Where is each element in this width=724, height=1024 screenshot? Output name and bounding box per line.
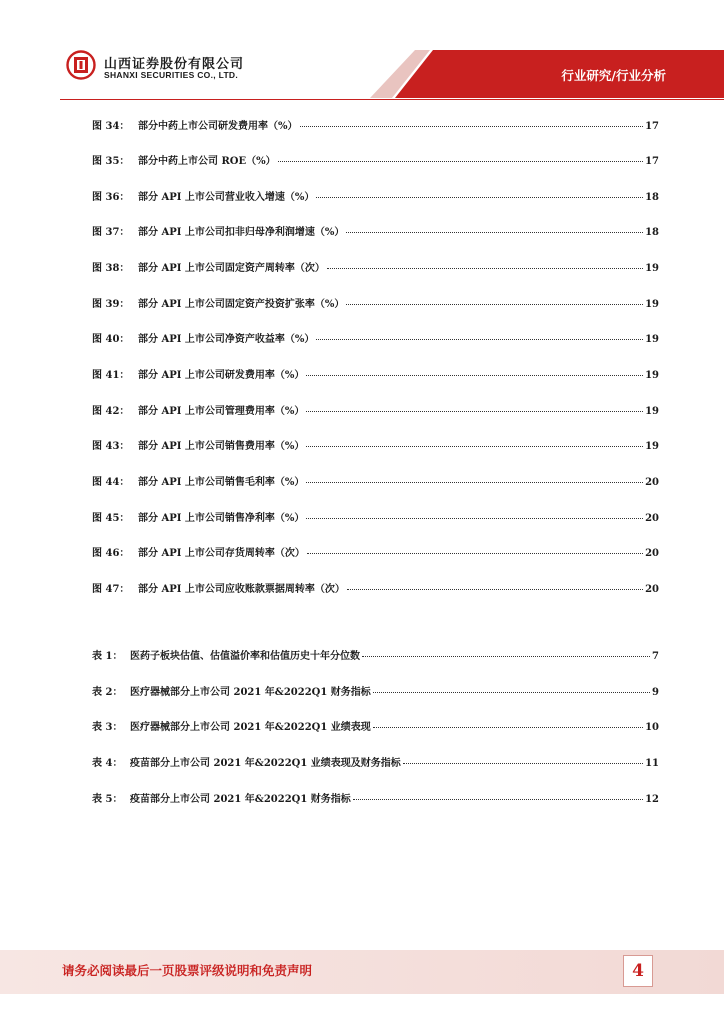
dot-leader [362,656,650,657]
entry-page: 18 [645,192,659,203]
entry-title: 部分 API 上市公司扣非归母净利润增速（%） [138,227,345,238]
entry-label: 图 36： [92,192,130,203]
entry-page: 20 [645,584,659,595]
dot-leader [306,446,643,447]
entry-label: 图 39： [92,299,130,310]
entry-page: 20 [645,513,659,524]
entry-page: 12 [645,794,659,805]
entry-page: 7 [652,651,659,662]
toc-table-entry[interactable] [92,683,659,701]
entry-page: 10 [645,722,659,733]
entry-title: 医疗器械部分上市公司 2021 年&2022Q1 业绩表现 [130,722,371,733]
entry-title: 部分中药上市公司研发费用率（%） [138,121,298,132]
toc-figure-entry[interactable] [92,473,659,491]
entry-title: 部分 API 上市公司固定资产周转率（次） [138,263,325,274]
company-name-en: SHANXI SECURITIES CO., LTD. [104,70,239,80]
entry-page: 19 [645,370,659,381]
entry-title: 疫苗部分上市公司 2021 年&2022Q1 财务指标 [130,794,351,805]
entry-label: 图 38： [92,263,130,274]
toc-figure-entry[interactable] [92,366,659,384]
dot-leader [316,197,643,198]
dot-leader [306,411,643,412]
entry-label: 表 3： [92,722,123,733]
entry-label: 图 35： [92,156,130,167]
dot-leader [307,553,643,554]
entry-label: 图 41： [92,370,130,381]
entry-label: 图 40： [92,334,130,345]
toc-figure-entry[interactable] [92,544,659,562]
entry-label: 表 5： [92,794,123,805]
toc-figure-entry[interactable] [92,117,659,135]
entry-title: 医疗器械部分上市公司 2021 年&2022Q1 财务指标 [130,687,371,698]
dot-leader [278,161,643,162]
dot-leader [346,232,643,233]
entry-title: 部分中药上市公司 ROE（%） [138,156,276,167]
page-number: 4 [623,955,653,987]
toc-figure-entry[interactable] [92,580,659,598]
dot-leader [346,304,643,305]
entry-page: 19 [645,263,659,274]
entry-title: 疫苗部分上市公司 2021 年&2022Q1 业绩表现及财务指标 [130,758,401,769]
dot-leader [306,518,643,519]
toc-table-entry[interactable] [92,790,659,808]
section-label: 行业研究/行业分析 [561,68,666,83]
entry-label: 图 44： [92,477,130,488]
entry-label: 图 47： [92,584,130,595]
entry-page: 19 [645,299,659,310]
entry-page: 17 [645,121,659,132]
toc-figure-entry[interactable] [92,509,659,527]
header-band [395,50,724,98]
dot-leader [347,589,643,590]
entry-label: 图 45： [92,513,130,524]
toc-figure-entry[interactable] [92,259,659,277]
entry-label: 图 42： [92,406,130,417]
company-name-cn: 山西证券股份有限公司 [104,57,245,72]
entry-label: 图 37： [92,227,130,238]
toc-figure-entry[interactable] [92,223,659,241]
entry-title: 部分 API 上市公司销售毛利率（%） [138,477,305,488]
page-header [0,0,724,100]
dot-leader [327,268,643,269]
entry-title: 医药子板块估值、估值溢价率和估值历史十年分位数 [130,651,360,662]
entry-title: 部分 API 上市公司销售净利率（%） [138,513,305,524]
entry-title: 部分 API 上市公司净资产收益率（%） [138,334,315,345]
entry-page: 11 [645,758,659,769]
entry-label: 图 34： [92,121,130,132]
toc-figure-entry[interactable] [92,295,659,313]
entry-title: 部分 API 上市公司固定资产投资扩张率（%） [138,299,345,310]
entry-label: 表 4： [92,758,123,769]
entry-page: 19 [645,441,659,452]
entry-page: 9 [652,687,659,698]
toc-figure-entry[interactable] [92,152,659,170]
entry-title: 部分 API 上市公司管理费用率（%） [138,406,305,417]
toc-table-entry[interactable] [92,754,659,772]
entry-page: 20 [645,477,659,488]
dot-leader [403,763,643,764]
entry-page: 19 [645,406,659,417]
dot-leader [306,482,643,483]
toc-table-entry[interactable] [92,647,659,665]
company-logo-icon [66,50,96,80]
entry-label: 表 1： [92,651,123,662]
entry-title: 部分 API 上市公司研发费用率（%） [138,370,305,381]
toc-figure-entry[interactable] [92,437,659,455]
header-divider [60,99,724,100]
entry-title: 部分 API 上市公司存货周转率（次） [138,548,305,559]
entry-title: 部分 API 上市公司销售费用率（%） [138,441,305,452]
dot-leader [316,339,643,340]
toc-table-entry[interactable] [92,718,659,736]
entry-title: 部分 API 上市公司营业收入增速（%） [138,192,315,203]
footer-disclaimer: 请务必阅读最后一页股票评级说明和免责声明 [62,963,313,978]
dot-leader [300,126,644,127]
entry-label: 表 2： [92,687,123,698]
entry-page: 18 [645,227,659,238]
entry-page: 20 [645,548,659,559]
dot-leader [373,727,643,728]
entry-page: 17 [645,156,659,167]
toc-figure-entry[interactable] [92,402,659,420]
dot-leader [306,375,643,376]
dot-leader [373,692,650,693]
toc-figure-entry[interactable] [92,330,659,348]
entry-label: 图 46： [92,548,130,559]
entry-label: 图 43： [92,441,130,452]
entry-page: 19 [645,334,659,345]
toc-figure-entry[interactable] [92,188,659,206]
entry-title: 部分 API 上市公司应收账款票据周转率（次） [138,584,345,595]
dot-leader [353,799,643,800]
